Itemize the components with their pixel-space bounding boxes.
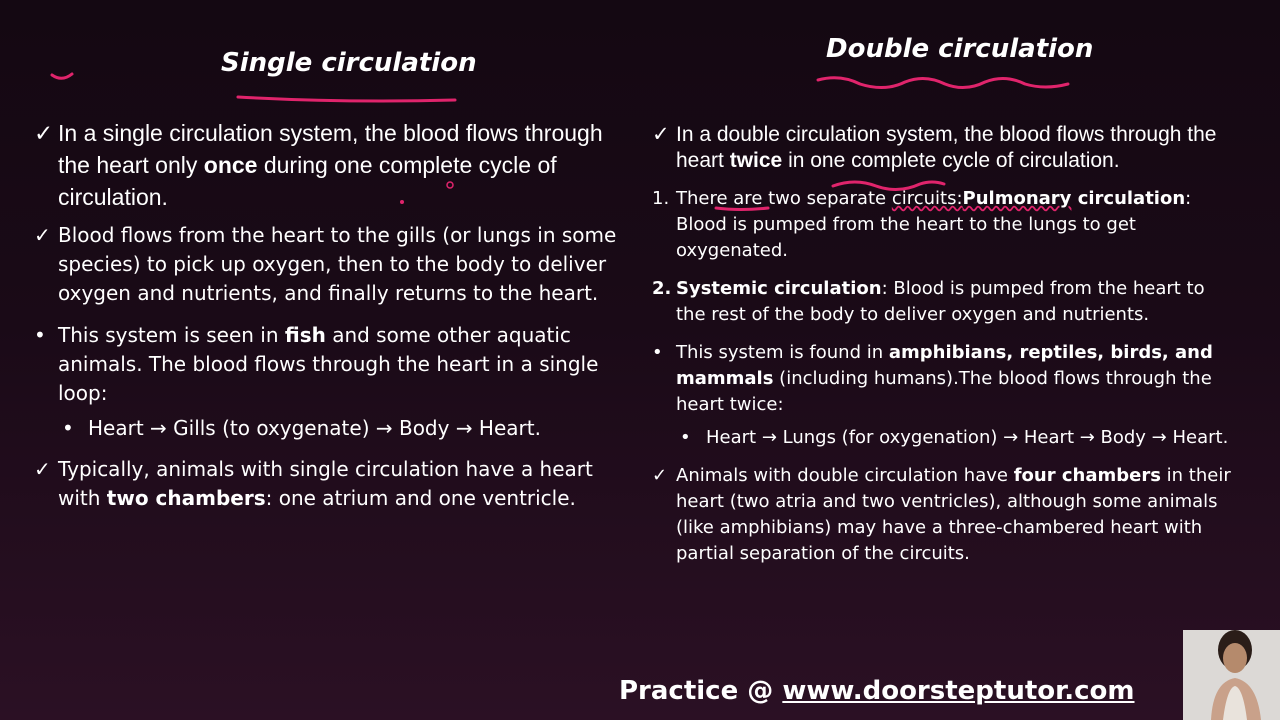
list-item: ✓ Blood flows from the heart to the gills (or lungs in some species) to pick up oxygen, then to the body to deliver oxygen and nutrients, and finally returns to the heart.: [34, 223, 617, 305]
list-item: ✓ Typically, animals with single circulation have a heart with two chambers: one atrium and one ventricle.: [34, 457, 593, 510]
single-circulation-column: [34, 117, 634, 513]
footer-practice: [619, 676, 1135, 706]
list-item: 2. Systemic circulation: Blood is pumped from the heart to the rest of the body to deliver oxygen and nutrients.: [652, 278, 1205, 325]
list-item: • This system is seen in fish and some other aquatic animals. The blood flows through the heart in a single loop:: [34, 323, 599, 405]
list-item: • Heart → Gills (to oxygenate) → Body → Heart.: [62, 416, 541, 440]
single-circulation-title: Single circulation: [221, 48, 477, 78]
footer-prefix: Practice @: [619, 676, 783, 706]
annotation-tick-mark: [52, 74, 72, 78]
list-item: 1. There are two separate circuits:Pulmonary circulation: Blood is pumped from the heart to the lungs to get oxygenated.: [652, 188, 1192, 261]
list-item: ✓ In a double circulation system, the blood flows through the heart twice in one complete cycle of circulation.: [652, 123, 1217, 172]
footer-link[interactable]: www.doorsteptutor.com: [782, 676, 1135, 706]
list-item: ✓ In a single circulation system, the blood flows through the heart only once during one complete cycle of circulation.: [34, 120, 603, 210]
double-title-underline: [818, 78, 1068, 88]
list-item: • Heart → Lungs (for oxygenation) → Heart → Body → Heart.: [680, 427, 1229, 448]
presenter-silhouette: [1183, 630, 1280, 720]
double-circulation-title: Double circulation: [826, 34, 1094, 64]
presenter-webcam-icon: [1183, 630, 1280, 720]
list-item: • This system is found in amphibians, reptiles, birds, and mammals (including humans).The blood flows through the heart twice:: [652, 342, 1213, 415]
double-circulation-column: [652, 122, 1232, 567]
list-item: ✓ Animals with double circulation have four chambers in their heart (two atria and two ventricles), although some animals (like amphibians) may have a three-chambered heart with partial separation of the circuits.: [652, 465, 1231, 564]
single-title-underline: [238, 97, 455, 101]
